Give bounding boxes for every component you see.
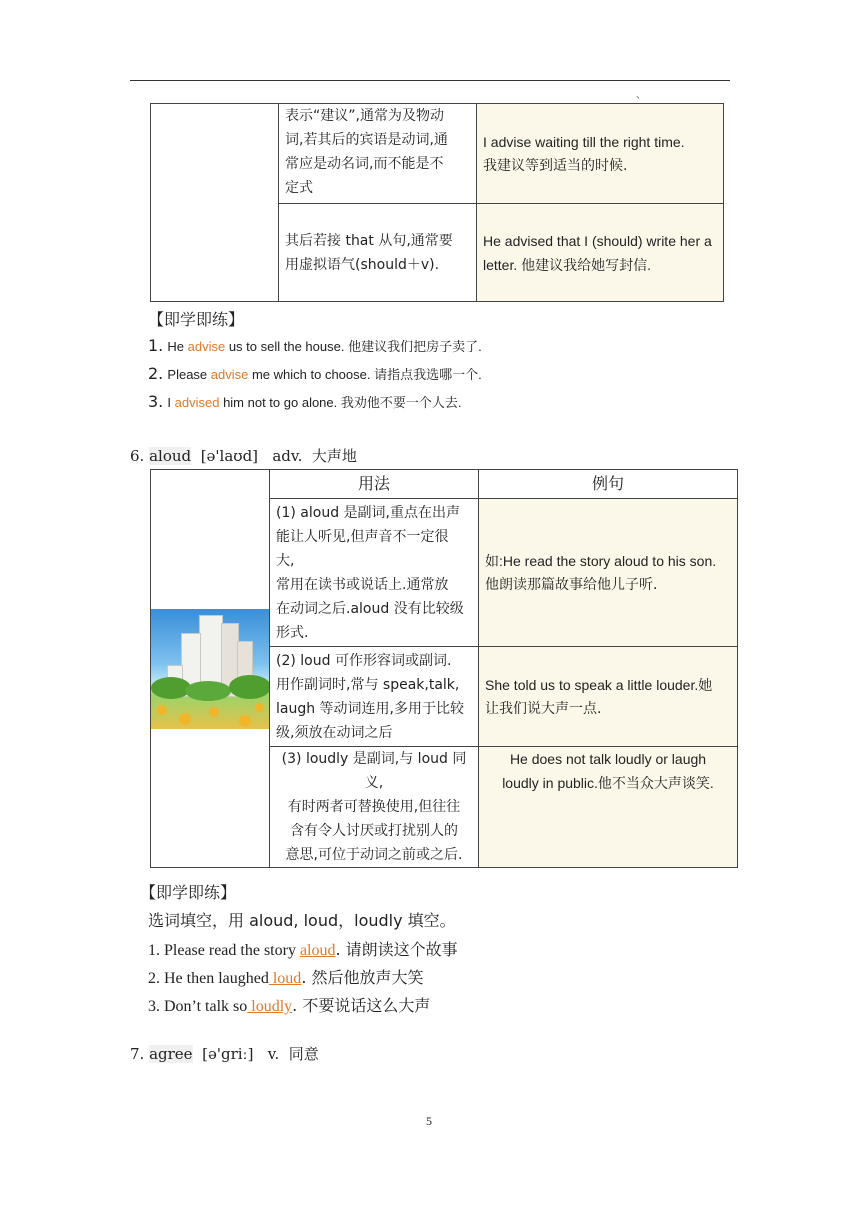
usage-cell: (2) loud 可作形容词或副词. 用作副词时,常与 speak,talk, laugh 等动词连用,多用于比较 级,须放在动词之后 xyxy=(270,647,479,747)
practice-item: 1. Please read the story aloud. 请朗读这个故事 xyxy=(148,940,458,959)
example-cell: He advised that I (should) write her a letter. 他建议我给她写封信. xyxy=(477,204,724,302)
aloud-usage-table xyxy=(150,469,738,868)
advise-usage-table xyxy=(150,103,724,302)
vocab-entry: 6. aloud [ə'laʊd] adv. 大声地 xyxy=(130,447,357,465)
example-cell: 如:He read the story aloud to his son. 他朗读那篇故事给他儿子听. xyxy=(479,499,738,647)
practice-item: 3. I advised him not to go alone. 我劝他不要一个人去. xyxy=(148,392,462,411)
usage-cell: (1) aloud 是副词,重点在出声 能让人听见,但声音不一定很 大, 常用在读书或说话上.通常放 在动词之后.aloud 没有比较级 形式. xyxy=(270,499,479,647)
vocab-entry: 7. agree [ə'griː] v. 同意 xyxy=(130,1045,319,1063)
practice-item: 2. He then laughed loud. 然后他放声大笑 xyxy=(148,968,424,987)
header-rule xyxy=(130,80,730,81)
usage-cell: 其后若接 that 从句,通常要 用虚拟语气(should＋v). xyxy=(279,204,477,302)
practice-item: 3. Don’t talk so loudly. 不要说话这么大声 xyxy=(148,996,431,1015)
practice-item: 1. He advise us to sell the house. 他建议我们把房子卖了. xyxy=(148,336,482,355)
practice-item: 2. Please advise me which to choose. 请指点我选哪一个. xyxy=(148,364,482,383)
table-blank-cell xyxy=(151,104,279,302)
keyword: advise xyxy=(210,367,249,382)
practice-instruction: 选词填空，用 aloud, loud，loudly 填空。 xyxy=(148,911,456,930)
answer-blank: loud xyxy=(268,970,302,987)
usage-cell: 表示“建议”,通常为及物动 词,若其后的宾语是动词,通 常应是动名词,而不能是不 定式 xyxy=(279,104,477,204)
vocab-word: agree xyxy=(149,1045,193,1063)
practice-heading: 【即学即练】 xyxy=(148,310,245,329)
page-number: 5 xyxy=(426,1114,432,1128)
keyword: advise xyxy=(187,339,226,354)
example-cell: She told us to speak a little louder.她 让我们说大声一点. xyxy=(479,647,738,747)
city-illustration xyxy=(151,609,269,729)
column-header-example: 例句 xyxy=(479,470,738,499)
practice-heading: 【即学即练】 xyxy=(140,883,237,902)
example-cell: I advise waiting till the right time. 我建议等到适当的时候. xyxy=(477,104,724,204)
header-mark: 、 xyxy=(636,90,646,101)
answer-blank: loudly xyxy=(247,998,293,1015)
keyword: advised xyxy=(174,395,220,410)
vocab-word: aloud xyxy=(149,447,192,465)
illustration-cell xyxy=(151,470,270,868)
column-header-usage: 用法 xyxy=(270,470,479,499)
example-cell: He does not talk loudly or laugh loudly in public.他不当众大声谈笑. xyxy=(479,747,738,868)
answer-blank: aloud xyxy=(299,942,336,959)
usage-cell: (3) loudly 是副词,与 loud 同义, 有时两者可替换使用,但往往 含有令人讨厌或打扰别人的 意思,可位于动词之前或之后. xyxy=(270,747,479,868)
